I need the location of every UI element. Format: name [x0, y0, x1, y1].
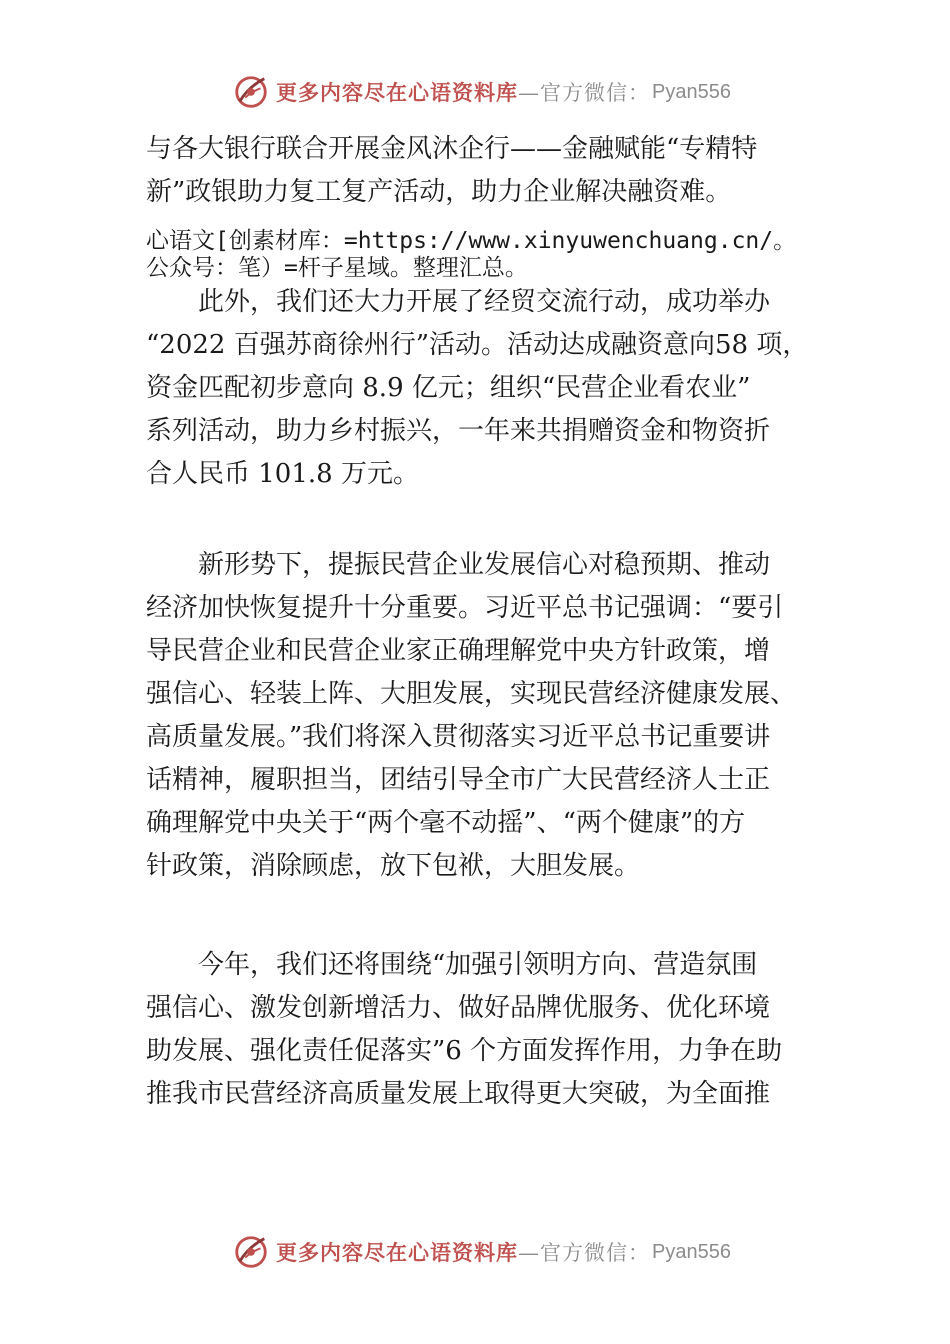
footer-banner	[0, 1232, 950, 1272]
p3-line-7: 确理解党中央关于“两个毫不动摇”、“两个健康”的方	[146, 808, 746, 838]
brand-logo-icon	[232, 1233, 270, 1271]
p2-line-2: “2022 百强苏商徐州行”活动。活动达成融资意向58 项，	[146, 330, 809, 360]
p3-line-6: 话精神，履职担当，团结引导全市广大民营经济人士正	[146, 765, 771, 795]
p3-line-1: 新形势下，提振民营企业发展信心对稳预期、推动	[146, 550, 771, 580]
p2-line-3: 资金匹配初步意向 8.9 亿元；组织“民营企业看农业”	[146, 373, 751, 403]
p3-line-2: 经济加快恢复提升十分重要。习近平总书记强调：“要引	[146, 593, 784, 623]
header-brand-text: 更多内容尽在心语资料库	[276, 80, 518, 105]
brand-logo-icon	[232, 73, 270, 111]
watermark-line-1: 心语文[创素材库：=https://www.xinyuwenchuang.cn/。	[146, 228, 797, 254]
p3-line-3: 导民营企业和民营企业家正确理解党中央方针政策，增	[146, 636, 771, 666]
p3-line-4: 强信心、轻装上阵、大胆发展，实现民营经济健康发展、	[146, 679, 797, 709]
p2-line-4: 系列活动，助力乡村振兴，一年来共捐赠资金和物资折	[146, 416, 771, 446]
watermark-line-2: 公众号：笔）=杆子星域。整理汇总。	[146, 255, 528, 281]
p4-line-4: 推我市民营经济高质量发展上取得更大突破，为全面推	[146, 1079, 771, 1109]
p4-line-3: 助发展、强化责任促落实”6 个方面发挥作用，力争在助	[146, 1036, 783, 1066]
footer-wechat-id: Pyan556	[652, 1240, 731, 1263]
header-wechat-id: Pyan556	[652, 80, 731, 103]
p3-line-5: 高质量发展。”我们将深入贯彻落实习近平总书记重要讲	[146, 722, 771, 752]
footer-brand-text: 更多内容尽在心语资料库	[276, 1240, 518, 1265]
p2-line-5: 合人民币 101.8 万元。	[146, 459, 419, 489]
p1-line-1: 与各大银行联合开展金风沐企行——金融赋能“专精特	[146, 134, 758, 164]
p2-line-1: 此外，我们还大力开展了经贸交流行动，成功举办	[146, 287, 771, 317]
p1-line-2: 新”政银助力复工复产活动，助力企业解决融资难。	[146, 177, 732, 207]
footer-wechat-label: —官方微信：	[518, 1241, 650, 1265]
p4-line-2: 强信心、激发创新增活力、做好品牌优服务、优化环境	[146, 993, 771, 1023]
header-wechat-label: —官方微信：	[518, 81, 650, 105]
p3-line-8: 针政策，消除顾虑，放下包袱，大胆发展。	[146, 851, 641, 881]
p4-line-1: 今年，我们还将围绕“加强引领明方向、营造氛围	[146, 950, 758, 980]
header-banner	[0, 72, 950, 112]
